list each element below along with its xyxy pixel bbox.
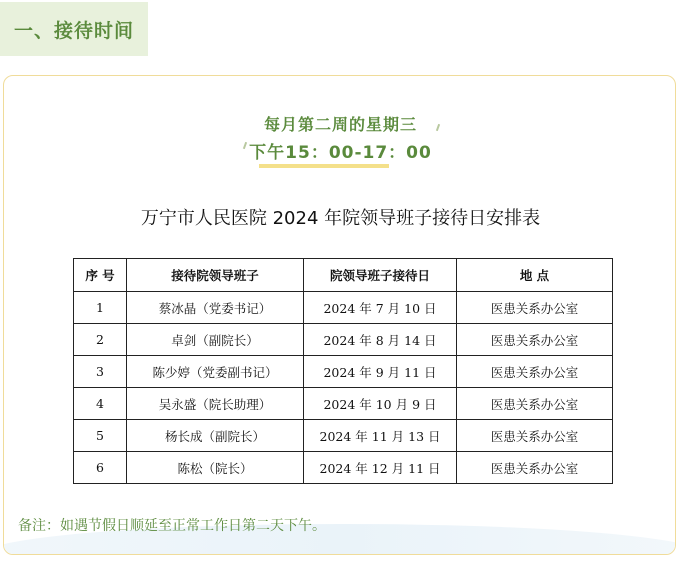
cell-location: 医患关系办公室 [457, 452, 613, 484]
cell-leader: 卓剑（副院长） [127, 324, 304, 356]
cell-index: 2 [74, 324, 127, 356]
header-index: 序 号 [74, 259, 127, 292]
cell-index: 6 [74, 452, 127, 484]
cell-leader: 陈松（院长） [127, 452, 304, 484]
table-row [74, 356, 613, 388]
table-row [74, 452, 613, 484]
header-location: 地 点 [457, 259, 613, 292]
cell-date: 2024 年 10 月 9 日 [304, 388, 457, 420]
table-row [74, 324, 613, 356]
reception-table [73, 258, 613, 484]
cell-index: 3 [74, 356, 127, 388]
table-row [74, 420, 613, 452]
table-header-row [74, 259, 613, 292]
cell-leader: 蔡冰晶（党委书记） [127, 292, 304, 324]
cell-index: 5 [74, 420, 127, 452]
cell-location: 医患关系办公室 [457, 324, 613, 356]
cell-location: 医患关系办公室 [457, 292, 613, 324]
schedule-underline [259, 164, 389, 168]
table-title: 万宁市人民医院 2024 年院领导班子接待日安排表 [140, 208, 541, 229]
schedule-day: 每月第二周的星期三 [263, 115, 417, 134]
cell-index: 4 [74, 388, 127, 420]
table-row [74, 292, 613, 324]
cell-location: 医患关系办公室 [457, 356, 613, 388]
schedule-time: 下午15：00-17：00 [249, 143, 432, 163]
section-header [0, 2, 148, 56]
cell-index: 1 [74, 292, 127, 324]
cell-date: 2024 年 8 月 14 日 [304, 324, 457, 356]
cell-date: 2024 年 7 月 10 日 [304, 292, 457, 324]
cell-leader: 杨长成（副院长） [127, 420, 304, 452]
table-row [74, 388, 613, 420]
section-title: 一、接待时间 [14, 19, 135, 42]
cell-date: 2024 年 9 月 11 日 [304, 356, 457, 388]
header-date: 院领导班子接待日 [304, 259, 457, 292]
cell-date: 2024 年 11 月 13 日 [304, 420, 457, 452]
cell-date: 2024 年 12 月 11 日 [304, 452, 457, 484]
cell-location: 医患关系办公室 [457, 388, 613, 420]
footnote: 备注：如遇节假日顺延至正常工作日第二天下午。 [18, 518, 326, 534]
cell-leader: 陈少婷（党委副书记） [127, 356, 304, 388]
cell-location: 医患关系办公室 [457, 420, 613, 452]
header-leader: 接待院领导班子 [127, 259, 304, 292]
cell-leader: 吴永盛（院长助理） [127, 388, 304, 420]
schedule-card [3, 75, 676, 555]
